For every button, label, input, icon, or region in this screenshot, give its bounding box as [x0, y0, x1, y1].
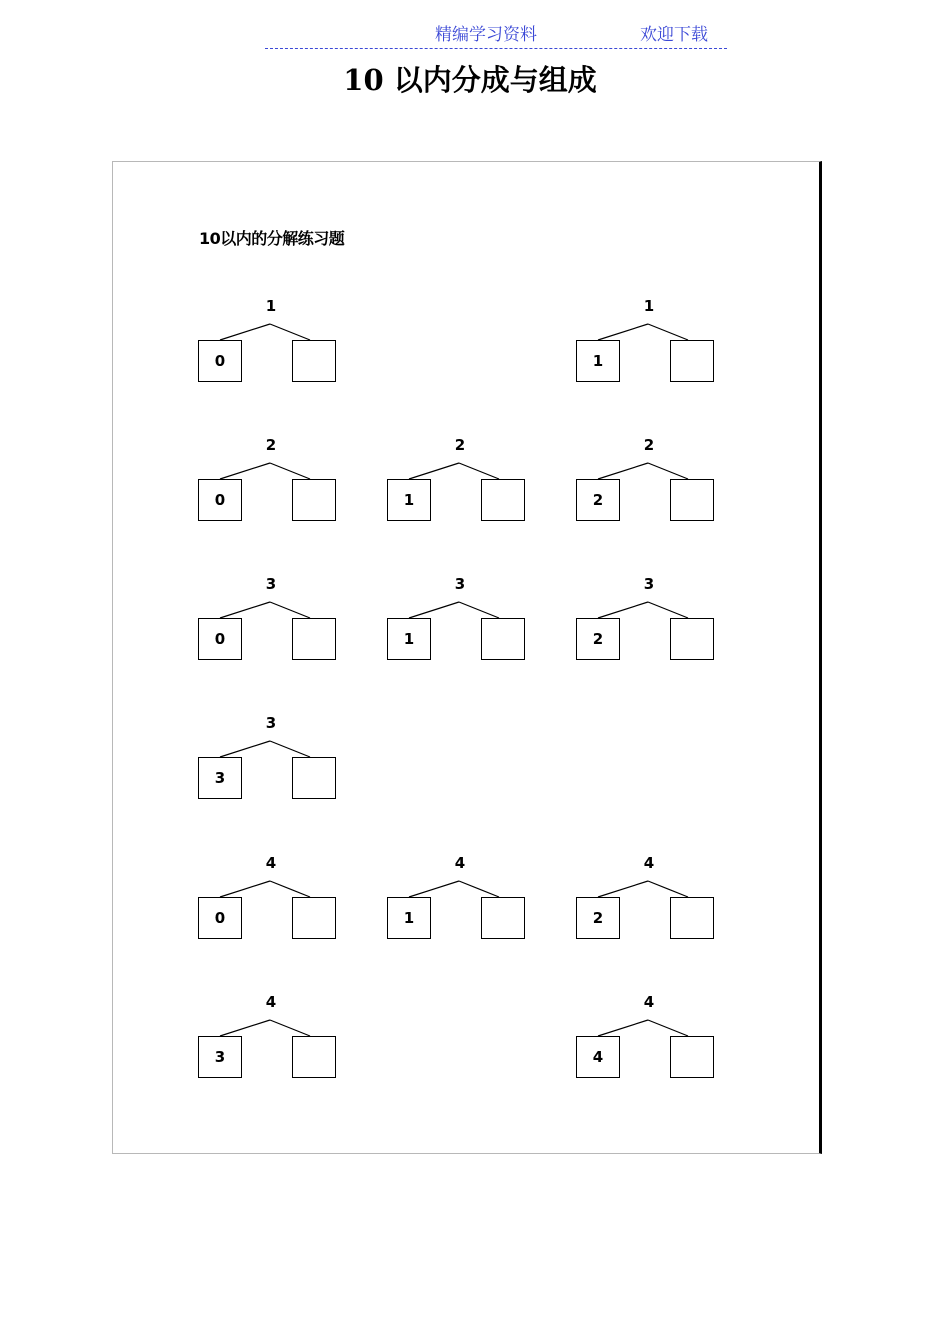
given-part-box: 3 [198, 1036, 242, 1078]
total-number: 2 [643, 436, 655, 454]
given-part-box: 3 [198, 757, 242, 799]
total-number: 1 [643, 297, 655, 315]
total-number: 4 [265, 993, 277, 1011]
given-part-box: 2 [576, 618, 620, 660]
given-part-box: 0 [198, 897, 242, 939]
page-header [265, 22, 727, 49]
total-number: 4 [643, 854, 655, 872]
given-part-box: 4 [576, 1036, 620, 1078]
total-number: 4 [265, 854, 277, 872]
total-number: 3 [643, 575, 655, 593]
given-part-box: 0 [198, 340, 242, 382]
worksheet-title: 10以内的分解练习题 [199, 229, 345, 248]
total-number: 4 [643, 993, 655, 1011]
header-left-text: 精编学习资料 [435, 25, 537, 45]
given-part-box: 2 [576, 479, 620, 521]
given-part-box: 0 [198, 618, 242, 660]
given-part-box: 0 [198, 479, 242, 521]
given-part-box: 2 [576, 897, 620, 939]
document-title: 10 以内分成与组成 [343, 63, 597, 97]
given-part-box: 1 [387, 618, 431, 660]
given-part-box: 1 [387, 479, 431, 521]
total-number: 2 [454, 436, 466, 454]
total-number: 1 [265, 297, 277, 315]
total-number: 2 [265, 436, 277, 454]
total-number: 4 [454, 854, 466, 872]
given-part-box: 1 [387, 897, 431, 939]
total-number: 3 [265, 714, 277, 732]
total-number: 3 [265, 575, 277, 593]
header-right-text: 欢迎下载 [640, 25, 708, 45]
worksheet-frame [112, 161, 822, 1154]
given-part-box: 1 [576, 340, 620, 382]
total-number: 3 [454, 575, 466, 593]
